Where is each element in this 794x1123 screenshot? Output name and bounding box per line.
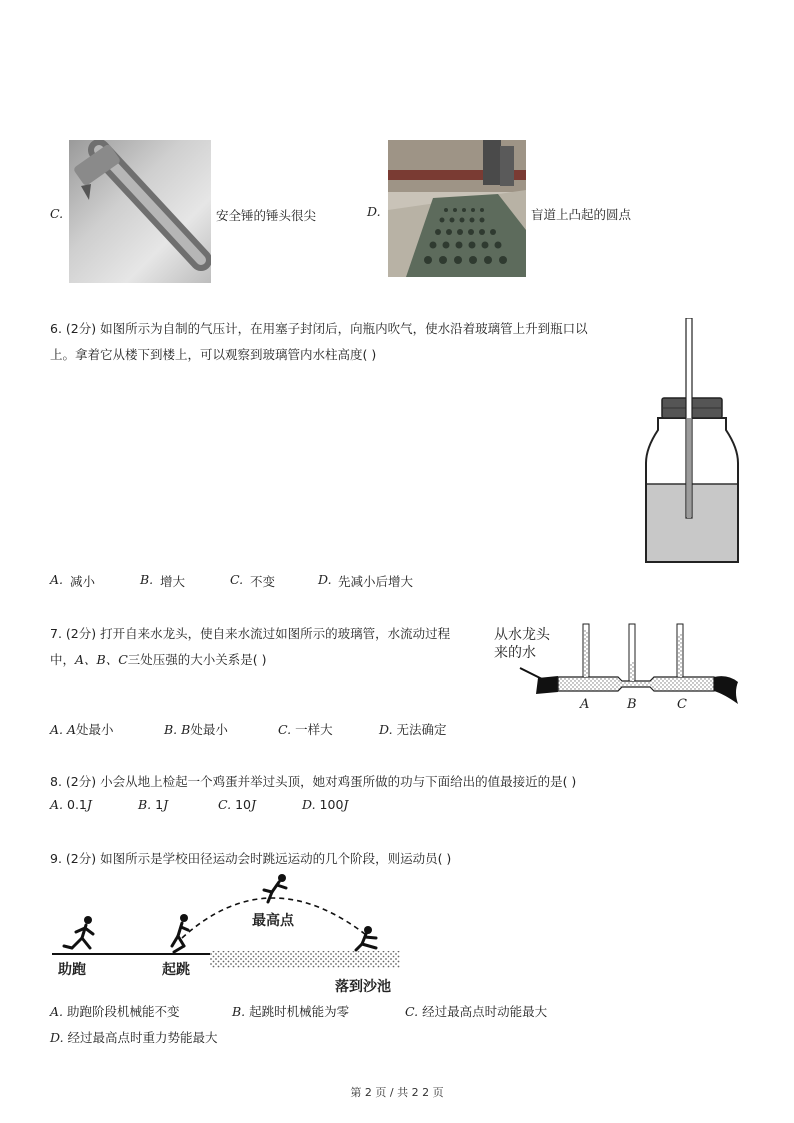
tactile-paving-photo [388,140,526,277]
q6-stem-line1: 6. (2分) 如图所示为自制的气压计，在用塞子封闭后，向瓶内吹气，使水沿着玻璃管上升到瓶口以 [50,321,588,336]
q6-option-d-text: 先减小后增大 [338,574,414,589]
q9-label-top: 最高点 [252,913,294,929]
q7-stem-line2: 中，A、B、C三处压强的大小关系是( ) [50,652,267,667]
q7-point-b-label: B [627,697,637,712]
q5-option-c-letter: C. [50,206,64,221]
q9-label-run: 助跑 [58,962,86,978]
q8-option-a: A. 0.1J [50,797,92,812]
q6-option-b-text: 增大 [160,574,186,589]
q8-stem: 8. (2分) 小会从地上检起一个鸡蛋并举过头顶，她对鸡蛋所做的功与下面给出的值最接近的是( ) [50,774,577,789]
q6-option-a-letter: A. [50,572,64,587]
q6-option-c-letter: C. [230,572,244,587]
long-jump-figure [50,868,410,972]
q7-stem-line1: 7. (2分) 打开自来水龙头，使自来水流过如图所示的玻璃管，水流动过程 [50,626,451,641]
q9-option-c: C. 经过最高点时动能最大 [405,1004,548,1019]
q9-option-a: A. 助跑阶段机械能不变 [50,1004,180,1019]
q9-option-b: B. 起跳时机械能为零 [232,1004,350,1019]
q9-option-d: D. 经过最高点时重力势能最大 [50,1030,218,1045]
q9-label-jump: 起跳 [162,962,190,978]
q7-option-d: D. 无法确定 [379,722,447,737]
q7-point-a-label: A [580,697,590,712]
q6-option-a-text: 减小 [70,574,96,589]
q6-option-b-letter: B. [140,572,154,587]
q8-option-d: D. 100J [302,797,349,812]
q6-option-d-letter: D. [318,572,332,587]
q7-source-label-2: 来的水 [494,645,536,661]
q5-option-d-text: 盲道上凸起的圆点 [531,207,632,222]
q6-stem-line2: 上。拿着它从楼下到楼上，可以观察到玻璃管内水柱高度( ) [50,347,377,362]
barometer-bottle-figure [640,318,744,566]
q5-option-d-letter: D. [367,204,381,219]
q6-option-c-text: 不变 [250,574,276,589]
q8-option-b: B. 1J [138,797,169,812]
safety-hammer-photo [69,140,211,283]
page-footer: 第 2 页 / 共 2 2 页 [350,1086,444,1099]
q7-source-label-1: 从水龙头 [494,627,550,643]
q7-point-c-label: C [677,697,687,712]
q5-option-c-text: 安全锤的锤头很尖 [216,208,317,223]
q9-stem: 9. (2分) 如图所示是学校田径运动会时跳远运动的几个阶段，则运动员( ) [50,851,452,866]
q8-option-c: C. 10J [218,797,256,812]
q7-option-c: C. 一样大 [278,722,333,737]
venturi-tube-figure [510,620,742,708]
q7-option-a: A. A处最小 [50,722,114,737]
q7-option-b: B. B处最小 [164,722,228,737]
q9-label-land: 落到沙池 [335,979,391,995]
